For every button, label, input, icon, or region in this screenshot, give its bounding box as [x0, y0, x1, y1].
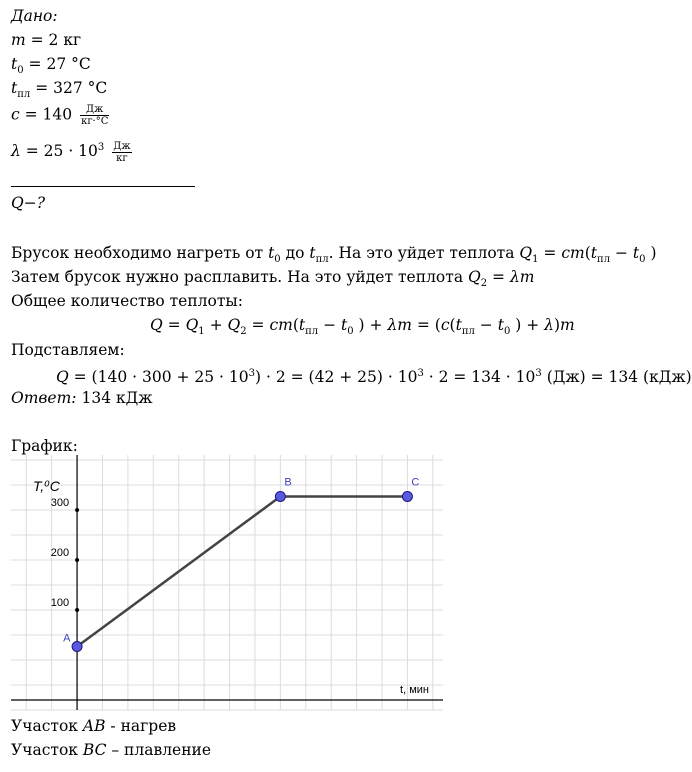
tpl-value: 327 °C	[53, 79, 108, 97]
point-b	[275, 492, 285, 502]
t0-value: 27 °C	[46, 55, 91, 73]
total-formula: $Q = Q_1 + Q_2 = cm(t_{пл} - t_0$ ) + $\lambda m = (c(t_{пл} - t_0$ ) + λ)m	[150, 316, 575, 338]
y-tick-mark	[75, 558, 79, 562]
answer-line	[11, 388, 153, 408]
graph-label: График:	[11, 437, 78, 455]
given-tpl: $t_{пл} = 327$ °C	[11, 79, 108, 101]
given-mass: m = 2 кг	[11, 31, 82, 49]
temperature-time-chart	[11, 455, 443, 710]
given-c: c = 140 $\frac{Дж}{кг\cdot^\circ C}$	[11, 104, 109, 127]
y-axis-label: T,⁰C	[33, 478, 60, 494]
c-unit-fraction: $\frac{Дж}{кг\cdot^\circ C}$	[81, 104, 109, 127]
y-tick-label: 100	[50, 597, 70, 609]
find-line: Q−?	[11, 194, 46, 212]
solution-line-melting: Затем брусок нужно расплавить. На это уйдет теплота $Q_2 = \lambda m$	[11, 268, 535, 290]
answer-value: 134 кДж	[81, 389, 153, 407]
segment-ab-note: Участок AB - нагрев	[11, 717, 177, 735]
given-lambda: $\lambda = 25 \cdot 10^3$ $\frac{Дж}{кг}$	[11, 140, 131, 164]
point-label-b: B	[284, 476, 292, 489]
solution-line-heating: Брусок необходимо нагреть от $t_0$ до $t_{пл}$. На это уйдет теплота $Q_1 = cm(t_{пл} - t_0$ )	[11, 244, 657, 266]
point-a	[72, 642, 82, 652]
substitute-label: Подставляем:	[11, 341, 125, 359]
y-tick-mark	[75, 608, 79, 612]
y-tick-label: 300	[50, 497, 70, 509]
segment-bc-note-letters: BC	[82, 741, 107, 759]
c-value: 140	[42, 105, 73, 124]
solution-line-total: Общее количество теплоты:	[11, 292, 243, 310]
mass-value: 2 кг	[48, 31, 82, 49]
y-tick-mark	[75, 508, 79, 512]
substitution-formula: $Q = (140 \cdot 300 + 25 \cdot 10^3) \cdot 2 = (42 + 25) \cdot 10^3 \cdot 2 = 134 \cdot 10^3$ (Дж) = 134 (кДж)	[56, 368, 692, 387]
x-axis-label: t, мин	[400, 684, 429, 696]
given-heading: Дано:	[11, 7, 58, 25]
segment-bc-note: Участок BC – плавление	[11, 741, 212, 759]
given-divider	[11, 186, 195, 187]
point-label-c: C	[411, 476, 420, 489]
y-tick-label: 200	[50, 547, 70, 559]
point-label-a: A	[63, 632, 71, 645]
given-t0: $t_0 = 27$ °C	[11, 55, 91, 77]
answer-label: Ответ:	[11, 389, 77, 407]
lambda-value: 25 · 10	[43, 142, 98, 161]
point-c	[402, 492, 412, 502]
segment-ab-note-letters: AB	[82, 717, 106, 735]
lambda-unit-fraction: $\frac{Дж}{кг}$	[113, 140, 131, 164]
temperature-line	[77, 497, 407, 647]
